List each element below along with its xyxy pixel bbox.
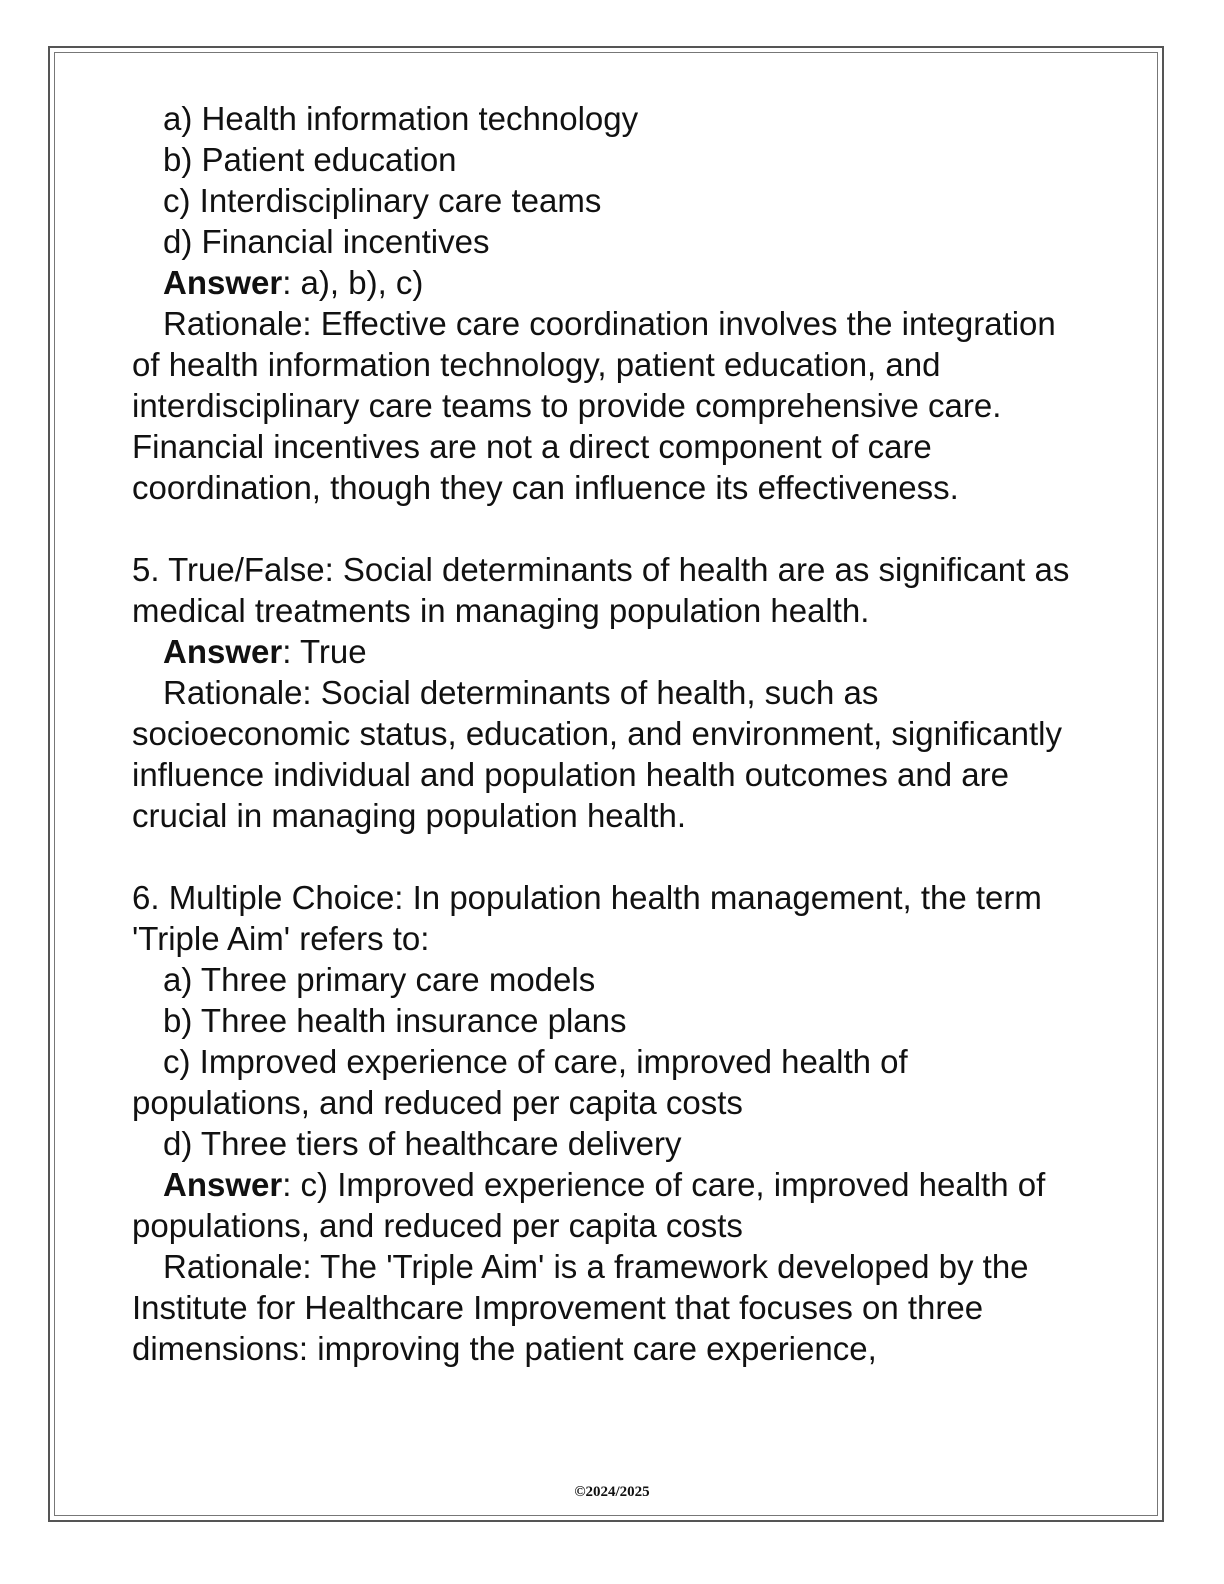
page-footer-copyright: ©2024/2025 xyxy=(574,1484,650,1500)
q4-answer xyxy=(132,262,1092,303)
q4-option-d: d) Financial incentives xyxy=(163,223,490,260)
q6-option-c: c) Improved experience of care, improved health of populations, and reduced per capita costs xyxy=(132,1043,908,1121)
q4-option-a: a) Health information technology xyxy=(163,100,639,137)
q6-option-b: b) Three health insurance plans xyxy=(163,1002,627,1039)
q6-option-a: a) Three primary care models xyxy=(163,961,596,998)
spacer xyxy=(132,508,1092,549)
q5-answer-value: : True xyxy=(282,633,367,670)
spacer xyxy=(132,836,1092,877)
q6-answer-value: : c) Improved experience of care, improved health of populations, and reduced per capita costs xyxy=(132,1166,1046,1244)
q5-rationale: Rationale: Social determinants of health, such as socioeconomic status, education, and environment, significantly influence individual and population health outcomes and are crucial in managing population health. xyxy=(132,674,1063,834)
q6-answer-label: Answer xyxy=(163,1166,283,1203)
q5-answer-label: Answer xyxy=(163,633,283,670)
q6-option-d: d) Three tiers of healthcare delivery xyxy=(163,1125,682,1162)
q4-answer-value: : a), b), c) xyxy=(282,264,424,301)
q4-option-b: b) Patient education xyxy=(163,141,457,178)
q6-rationale: Rationale: The 'Triple Aim' is a framework developed by the Institute for Healthcare Improvement that focuses on three dimensions: improving the patient care experience, xyxy=(132,1248,1029,1367)
q5-question: 5. True/False: Social determinants of health are as significant as medical treatments in managing population health. xyxy=(132,551,1070,629)
document-body xyxy=(132,98,1092,1369)
q4-option-c: c) Interdisciplinary care teams xyxy=(163,182,602,219)
q4-answer-label: Answer xyxy=(163,264,283,301)
q6-answer xyxy=(132,1164,1092,1246)
q4-rationale: Rationale: Effective care coordination involves the integration of health information technology, patient education, and interdisciplinary care teams to provide comprehensive care. Financial incentives are not a direct component of care coordination, though they can influence its effectiveness. xyxy=(132,305,1056,506)
q6-question: 6. Multiple Choice: In population health management, the term 'Triple Aim' refers to: xyxy=(132,879,1042,957)
q5-answer xyxy=(132,631,1092,672)
